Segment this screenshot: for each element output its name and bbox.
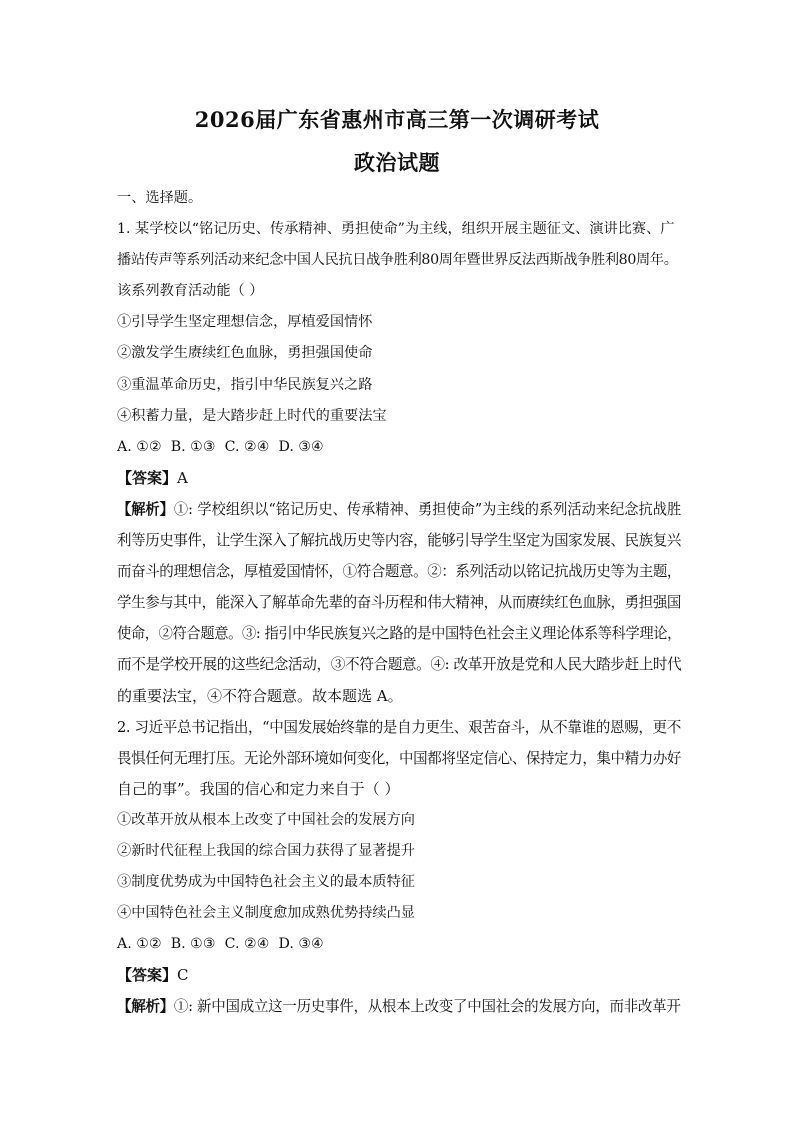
exam-content <box>117 183 681 1023</box>
q1-statement: ③重温革命历史，指引中华民族复兴之路 <box>117 376 373 393</box>
q2-statement: ③制度优势成为中国特色社会主义的最本质特征 <box>117 874 415 891</box>
q1-analysis-line: 而不是学校开展的这些纪念活动，③不符合题意。④: 改革开放是党和人民大踏步赶上时代 <box>117 655 682 674</box>
q2-statement: ④中国特色社会主义制度愈加成熟优势持续凸显 <box>117 905 415 922</box>
q1-analysis-line: 学生参与其中，能深入了解革命先辈的奋斗历程和伟大精神，从而赓续红色血脉，勇担强国 <box>117 593 682 612</box>
q1-analysis-line: 而奋斗的理想信念，厚植爱国情怀，①符合题意。②：系列活动以铭记抗战历史等为主题， <box>117 562 682 581</box>
q2-analysis-line <box>117 991 681 1022</box>
section-heading: 一、选择题。 <box>117 190 203 206</box>
q2-statement: ②新时代征程上我国的综合国力获得了显著提升 <box>117 842 415 859</box>
q1-analysis-line: 使命，②符合题意。③: 指引中华民族复兴之路的是中国特色社会主义理论体系等科学理论， <box>117 624 682 643</box>
subject-title: 政治试题 <box>354 150 440 175</box>
q1-analysis-line <box>117 494 682 525</box>
analysis-text: ①: 新中国成立这一历史事件，从根本上改变了中国社会的发展方向，而非改革开 <box>173 997 681 1016</box>
q2-stem-line: 自己的事”。我国的信心和定力来自于（ ） <box>117 779 400 798</box>
exam-title: 2026届广东省惠州市高三第一次调研考试 <box>194 107 600 132</box>
q1-statement: ②激发学生赓续红色血脉，勇担强国使命 <box>117 345 373 362</box>
q2-answer <box>117 960 681 991</box>
answer-value: C <box>177 966 189 985</box>
q1-statement: ④积蓄力量，是大踏步赶上时代的重要法宝 <box>117 407 387 424</box>
analysis-tag: 【解析】 <box>117 997 174 1016</box>
q1-stem-line: 该系列教育活动能（ ） <box>117 283 264 300</box>
q1-analysis-line: 的重要法宝，④不符合题意。故本题选 A。 <box>117 686 403 705</box>
q1-stem-line: 播站传声等系列活动来纪念中国人民抗日战争胜利80周年暨世界反法西斯战争胜利80周年。 <box>117 252 678 269</box>
answer-tag: 【答案】 <box>117 966 178 985</box>
q1-stem-line: 1. 某学校以“铭记历史、传承精神、勇担使命”为主线，组织开展主题征文、演讲比赛、广 <box>117 221 675 238</box>
answer-tag: 【答案】 <box>117 468 178 487</box>
q2-options: A. ①② B. ①③ C. ②④ D. ③④ <box>117 936 324 953</box>
q1-analysis-line: 利等历史事件，让学生深入了解抗战历史等内容，能够引导学生坚定为国家发展、民族复兴 <box>117 531 682 550</box>
q2-stem-line: 畏惧任何无理打压。无论外部环境如何变化，中国都将坚定信心、保持定力，集中精力办好 <box>117 748 682 767</box>
answer-value: A <box>177 468 188 487</box>
q1-answer <box>117 463 681 494</box>
q2-statement: ①改革开放从根本上改变了中国社会的发展方向 <box>117 811 415 828</box>
q1-options: A. ①② B. ①③ C. ②④ D. ③④ <box>117 438 324 455</box>
analysis-text: ①: 学校组织以“铭记历史、传承精神、勇担使命”为主线的系列活动来纪念抗战胜 <box>173 499 682 518</box>
q2-stem-line: 2. 习近平总书记指出，“中国发展始终靠的是自力更生、艰苦奋斗，从不靠谁的恩赐，更不 <box>117 717 681 736</box>
analysis-tag: 【解析】 <box>117 499 174 518</box>
q1-statement: ①引导学生坚定理想信念，厚植爱国情怀 <box>117 314 373 331</box>
